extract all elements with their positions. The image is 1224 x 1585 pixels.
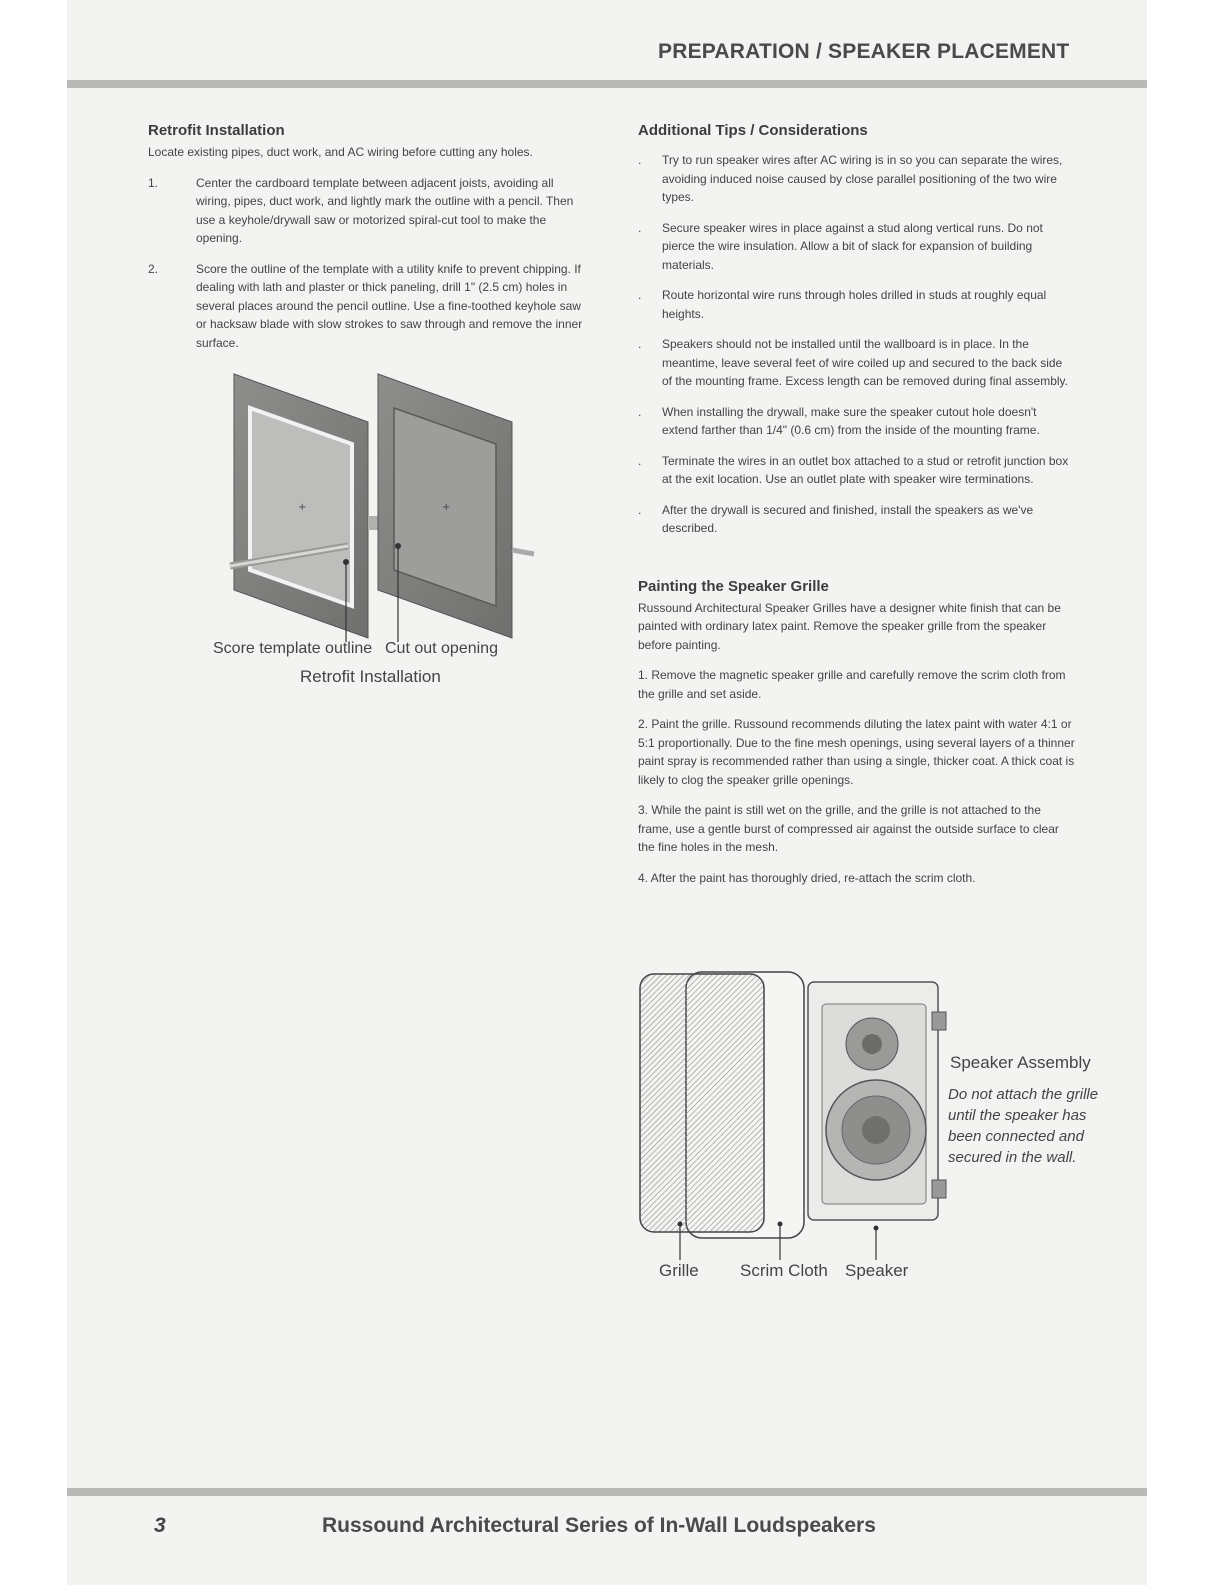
tips-title: Additional Tips / Considerations — [638, 122, 868, 139]
footer-title: Russound Architectural Series of In-Wall Loudspeakers — [322, 1514, 876, 1537]
step-text: Center the cardboard template between adjacent joists, avoiding all wiring, pipes, duct work, and lightly mark the outline with a pencil. Then use a keyhole/drywall saw or motorized spiral-cut tool to make the opening. — [196, 175, 574, 245]
speaker-assembly-note: Do not attach the grille until the speaker has been connected and secured in the wall. — [948, 1086, 1099, 1166]
tip-text: Speakers should not be installed until the wallboard is in place. In the meantime, leave several feet of wire coiled up and secured to the back side of the mounting frame. Excess length can be removed during final assembly. — [662, 337, 1068, 388]
tip-item: . Try to run speaker wires after AC wiring is in so you can separate the wires, avoiding induced noise caused by close parallel positioning of the two wire types. — [638, 151, 1078, 207]
painting-title: Painting the Speaker Grille — [638, 577, 829, 595]
page-number: 3 — [154, 1514, 166, 1537]
header-rule — [67, 80, 1147, 88]
footer-rule — [67, 1488, 1147, 1496]
svg-text:+: + — [298, 502, 307, 513]
label-cut-opening: Cut out opening — [385, 640, 498, 657]
painting-step: 4. After the paint has thoroughly dried, re-attach the scrim cloth. — [638, 870, 976, 885]
speaker-assembly-title: Speaker Assembly — [950, 1053, 1091, 1072]
tips-section — [638, 122, 1078, 887]
tip-text: Route horizontal wire runs through holes drilled in studs at roughly equal heights. — [662, 288, 1047, 321]
retrofit-step — [148, 260, 588, 353]
painting-step: 1. Remove the magnetic speaker grille and carefully remove the scrim cloth from the grille and set aside. — [638, 668, 1066, 701]
step-text: Score the outline of the template with a utility knife to prevent chipping. If dealing with lath and plaster or thick paneling, drill 1" (2.5 cm) holes in several places around the pencil outline. Use a fine-toothed keyhole saw or hacksaw blade with slow strokes to saw through and remove the inner surface. — [196, 261, 583, 350]
painting-intro: Russound Architectural Speaker Grilles have a designer white finish that can be painted with ordinary latex paint. Remove the speaker grille from the speaker before painting. — [638, 600, 1061, 652]
retrofit-step — [148, 174, 588, 248]
tip-item: . When installing the drywall, make sure the speaker cutout hole doesn't extend farther than 1/4" (0.6 cm) from the inside of the mounting frame. — [638, 403, 1078, 440]
tip-item: . Secure speaker wires in place against a stud along vertical runs. Do not pierce the wire insulation. Allow a bit of slack for expansion of building materials. — [638, 219, 1078, 275]
tip-text: After the drywall is secured and finished, install the speakers as we've described. — [662, 502, 1034, 535]
tip-item: . Route horizontal wire runs through holes drilled in studs at roughly equal heights. — [638, 286, 1078, 323]
retrofit-intro: Locate existing pipes, duct work, and AC wiring before cutting any holes. — [148, 145, 533, 159]
tip-item: . Terminate the wires in an outlet box attached to a stud or retrofit junction box at the exit location. Use an outlet plate with speaker wire terminations. — [638, 452, 1078, 489]
tip-text: When installing the drywall, make sure the speaker cutout hole doesn't extend farther than 1/4" (0.6 cm) from the inside of the mounting frame. — [662, 404, 1040, 437]
painting-step: 3. While the paint is still wet on the grille, and the grille is not attached to the frame, use a gentle burst of compressed air against the outside surface to clear the fine holes in the mesh. — [638, 803, 1059, 854]
label-speaker: Speaker — [845, 1261, 909, 1280]
label-score-template: Score template outline — [213, 640, 373, 657]
retrofit-figure-caption: Retrofit Installation — [300, 667, 441, 686]
tip-text: Try to run speaker wires after AC wiring is in so you can separate the wires, avoiding induced noise caused by close parallel positioning of the two wire types. — [662, 153, 1063, 204]
page-header-title: PREPARATION / SPEAKER PLACEMENT — [658, 40, 1070, 63]
svg-text:+: + — [442, 502, 451, 513]
step-number: 1. — [148, 175, 159, 190]
tip-item: . Speakers should not be installed until the wallboard is in place. In the meantime, leave several feet of wire coiled up and secured to the back side of the mounting frame. Excess length can be removed during final assembly. — [638, 335, 1078, 391]
retrofit-title: Retrofit Installation — [148, 122, 285, 139]
tip-text: Terminate the wires in an outlet box attached to a stud or retrofit junction box at the exit location. Use an outlet plate with speaker wire terminations. — [662, 453, 1069, 486]
step-number: 2. — [148, 261, 159, 276]
retrofit-section — [148, 122, 588, 352]
label-grille: Grille — [659, 1261, 699, 1280]
tip-text: Secure speaker wires in place against a stud along vertical runs. Do not pierce the wire insulation. Allow a bit of slack for expansion of building materials. — [662, 220, 1043, 272]
tip-item: . After the drywall is secured and finished, install the speakers as we've described. — [638, 501, 1078, 538]
painting-step: 2. Paint the grille. Russound recommends diluting the latex paint with water 4:1 or 5:1 proportionally. Due to the fine mesh openings, using several layers of a thinner paint spray is recommended rather than using a single, thicker coat. A thick coat is likely to clog the speaker grille openings. — [638, 717, 1075, 787]
label-scrim-cloth: Scrim Cloth — [740, 1261, 828, 1280]
